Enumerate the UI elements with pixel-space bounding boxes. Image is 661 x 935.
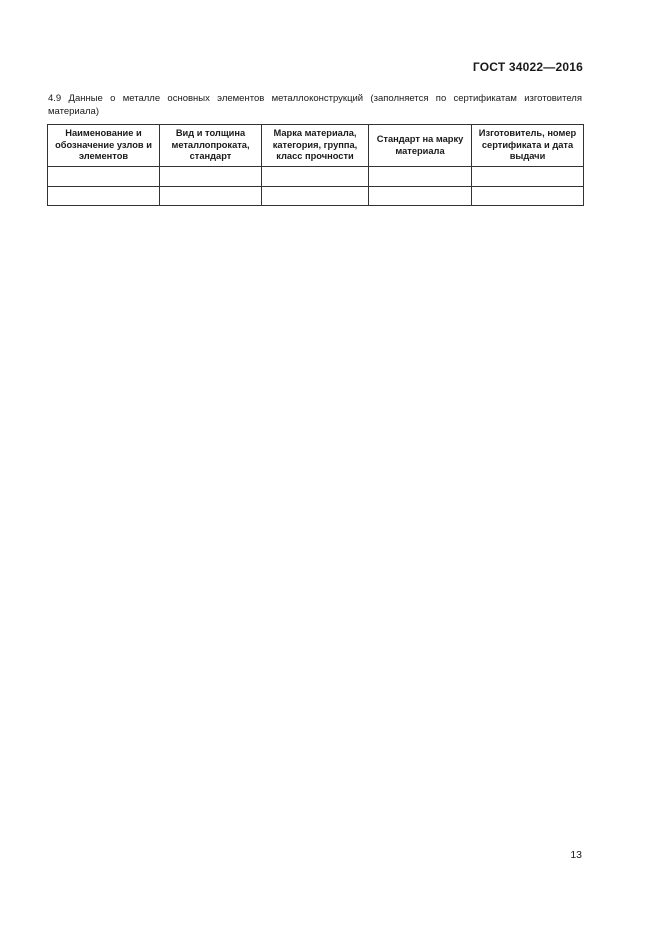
document-code: ГОСТ 34022—2016 bbox=[472, 60, 583, 74]
table-cell bbox=[472, 167, 584, 187]
table-header-row bbox=[48, 125, 584, 167]
table-cell bbox=[48, 167, 160, 187]
table-row bbox=[48, 167, 584, 187]
table-cell bbox=[369, 167, 472, 187]
page-number: 13 bbox=[570, 849, 582, 861]
metal-data-table bbox=[47, 124, 584, 206]
table-cell bbox=[262, 187, 369, 206]
column-header-element-name: Наименование и обозначение узлов и элементов bbox=[48, 125, 160, 167]
column-header-material-standard: Стандарт на марку материала bbox=[369, 125, 472, 167]
section-paragraph: 4.9 Данные о металле основных элементов металлоконструкций (заполняется по сертификатам изготовителя материала) bbox=[48, 93, 582, 117]
column-header-rolled-metal-type: Вид и толщина металлопроката, стандарт bbox=[160, 125, 262, 167]
table-cell bbox=[472, 187, 584, 206]
table-cell bbox=[160, 187, 262, 206]
table-cell bbox=[262, 167, 369, 187]
column-header-material-grade: Марка материала, категория, группа, класс прочности bbox=[262, 125, 369, 167]
table-cell bbox=[48, 187, 160, 206]
table-cell bbox=[369, 187, 472, 206]
table-cell bbox=[160, 167, 262, 187]
table-row bbox=[48, 187, 584, 206]
column-header-manufacturer-certificate: Изготовитель, номер сертификата и дата выдачи bbox=[472, 125, 584, 167]
